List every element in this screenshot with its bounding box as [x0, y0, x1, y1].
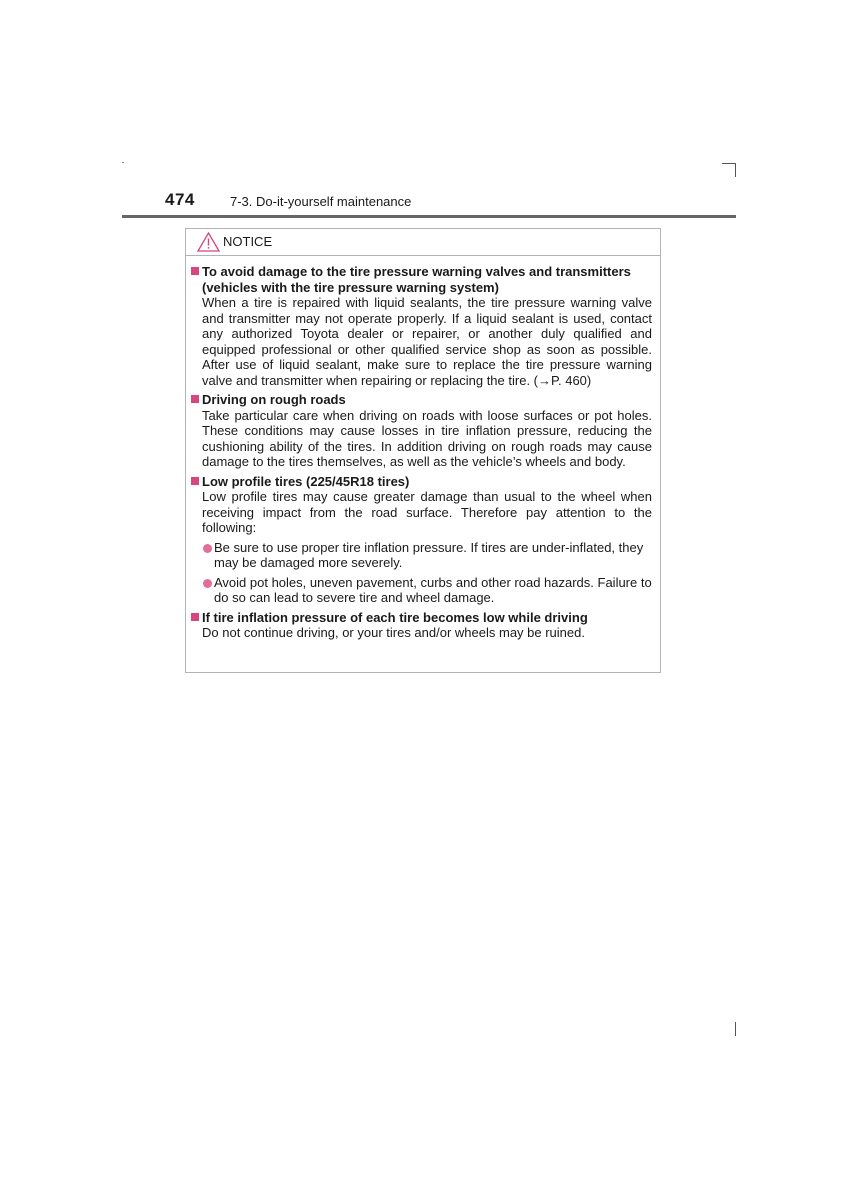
crop-mark [122, 162, 124, 163]
notice-label: NOTICE [223, 234, 273, 249]
item-body: Take particular care when driving on roads with loose surfaces or pot holes. These conditions may cause losses in tire inflation pressure, reducing the cushioning ability of the tires. In addition driving on rough roads may cause damage to the tires themselves, as well as the vehicle’s wheels and body. [202, 407, 652, 469]
notice-item-low-profile [186, 474, 660, 606]
crop-mark-bottom-right [735, 1022, 736, 1036]
list-item [186, 540, 660, 571]
item-body: Do not continue driving, or your tires and/or wheels may be ruined. [202, 625, 585, 640]
item-title: Driving on rough roads [202, 392, 346, 407]
crop-mark-top-right [722, 163, 736, 164]
list-item [186, 575, 660, 606]
item-title: If tire inflation pressure of each tire becomes low while driving [202, 609, 588, 625]
header-rule [122, 215, 736, 218]
page-number: 474 [165, 190, 195, 209]
circle-bullet-icon [203, 544, 212, 553]
item-title: To avoid damage to the tire pressure warning valves and transmitters (vehicles with the tire pressure warning system) [202, 264, 631, 295]
warning-triangle-icon [197, 232, 220, 252]
bullet-text: Be sure to use proper tire inflation pressure. If tires are under-inflated, they may be damaged more severely. [214, 539, 644, 570]
notice-item-low-pressure [186, 610, 660, 641]
square-bullet-icon [191, 613, 199, 621]
item-body: Low profile tires may cause greater damage than usual to the wheel when receiving impact from the road surface. Therefore pay attention to the following: [202, 489, 652, 535]
square-bullet-icon [191, 477, 199, 485]
square-bullet-icon [191, 267, 199, 275]
notice-header [186, 229, 660, 256]
item-body: When a tire is repaired with liquid sealants, the tire pressure warning valve and transmitter may not operate properly. If a liquid sealant is used, contact any authorized Toyota dealer or repairer, or another duly qualified and equipped professional or other qualified service shop as soon as possible. After use of liquid sealant, make sure to replace the tire pressure warning valve and transmitter when repairing or replacing the tire. (→P. 460) [202, 295, 652, 388]
crop-mark-top-right-vertical [735, 163, 736, 177]
item-title: Low profile tires (225/45R18 tires) [202, 473, 410, 489]
circle-bullet-icon [203, 579, 212, 588]
notice-item-rough-roads [186, 392, 660, 470]
notice-box [185, 228, 661, 673]
notice-content [186, 264, 660, 645]
bullet-text: Avoid pot holes, uneven pavement, curbs and other road hazards. Failure to do so can lead to severe tire and wheel damage. [214, 574, 652, 605]
square-bullet-icon [191, 395, 199, 403]
notice-item-valves [186, 264, 660, 388]
section-title: 7-3. Do-it-yourself maintenance [230, 194, 412, 209]
